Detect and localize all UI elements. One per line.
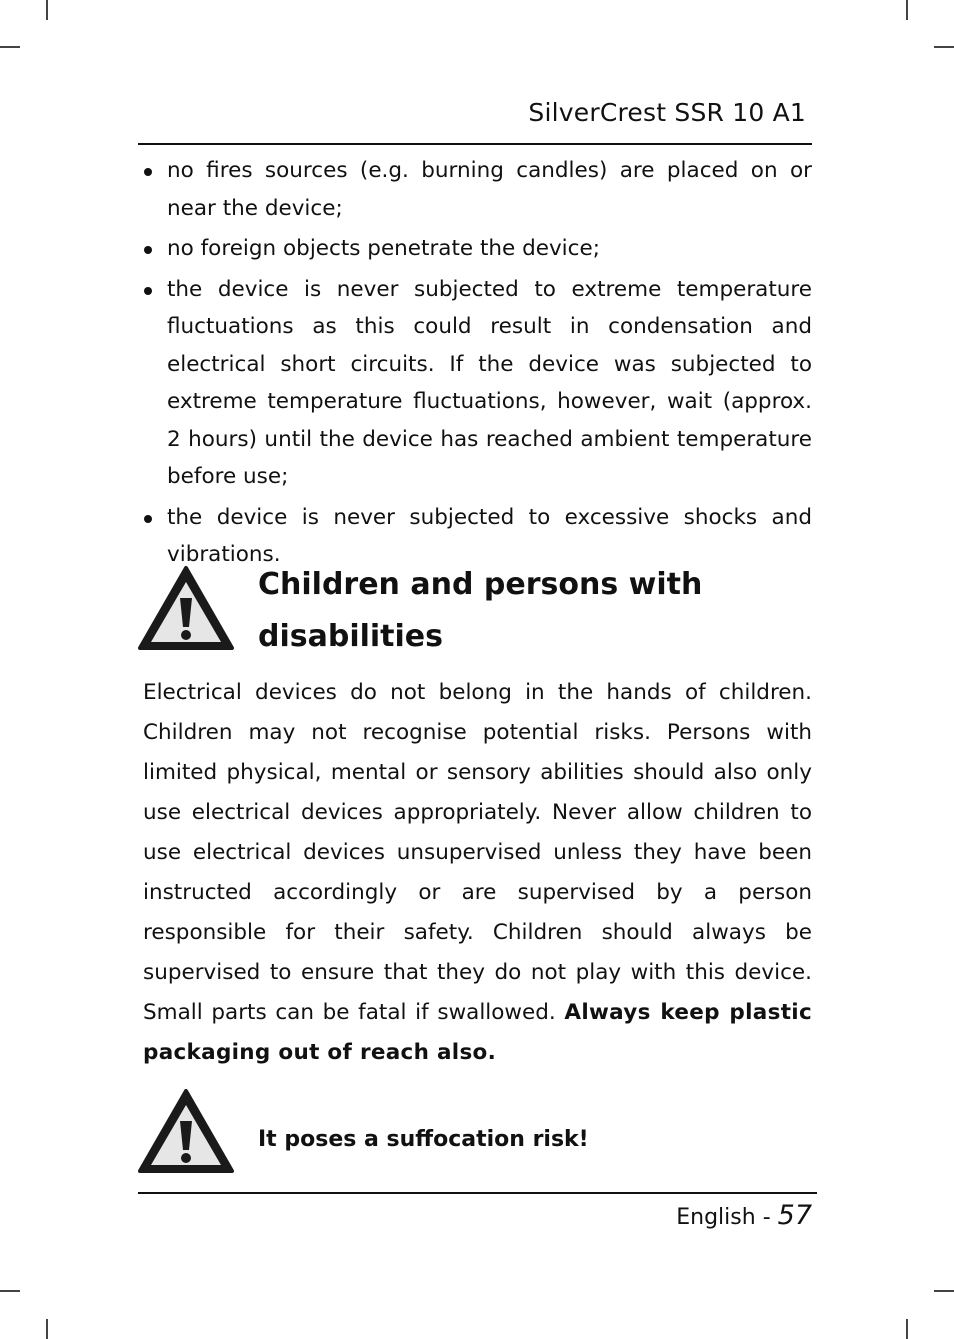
list-item: no foreign objects penetrate the device; — [143, 230, 812, 268]
header-title: SilverCrest SSR 10 A1 — [528, 98, 806, 127]
bullet-list — [143, 152, 812, 577]
body-text: Electrical devices do not belong in the hands of children. Children may not recognise potential risks. Persons with limited physical, mental or sensory abilities should also only use electrical devices appropriately. Never allow children to use electrical devices unsupervised unless they have been instructed accordingly or are supervised by a person responsible for their safety. Children should always be supervised to ensure that they do not play with this device. Small parts can be fatal if swallowed. — [143, 680, 812, 1025]
body-bold-text: Always keep plastic packaging out of reach also. — [143, 1000, 812, 1065]
section-body — [143, 673, 812, 1073]
crop-mark — [934, 46, 954, 48]
warning-text: It poses a suffocation risk! — [258, 1127, 589, 1152]
footer — [676, 1200, 812, 1231]
section-heading — [258, 559, 818, 663]
list-item: the device is never subjected to extreme temperature fluctuations as this could result in condensation and electrical short circuits. If the device was subjected to extreme temperature fluctuations, however, wait (approx. 2 hours) until the device has reached ambient temperature before use; — [143, 271, 812, 496]
crop-mark — [0, 1290, 20, 1292]
heading-line: Children and persons with — [258, 567, 703, 602]
warning-triangle-icon — [137, 1088, 235, 1174]
crop-mark — [46, 1319, 48, 1339]
crop-mark — [906, 0, 908, 20]
footer-rule — [138, 1192, 817, 1194]
list-item: no fires sources (e.g. burning candles) are placed on or near the device; — [143, 152, 812, 227]
list-item: the device is never subjected to excessive shocks and vibrations. — [143, 499, 812, 574]
footer-language: English — [676, 1205, 756, 1230]
footer-separator: - — [762, 1205, 771, 1230]
warning-triangle-icon — [137, 565, 235, 651]
crop-mark — [0, 46, 20, 48]
crop-mark — [906, 1319, 908, 1339]
page-number: 57 — [777, 1200, 812, 1231]
crop-mark — [934, 1290, 954, 1292]
crop-mark — [46, 0, 48, 20]
header-rule — [138, 143, 812, 145]
heading-line: disabilities — [258, 619, 444, 654]
